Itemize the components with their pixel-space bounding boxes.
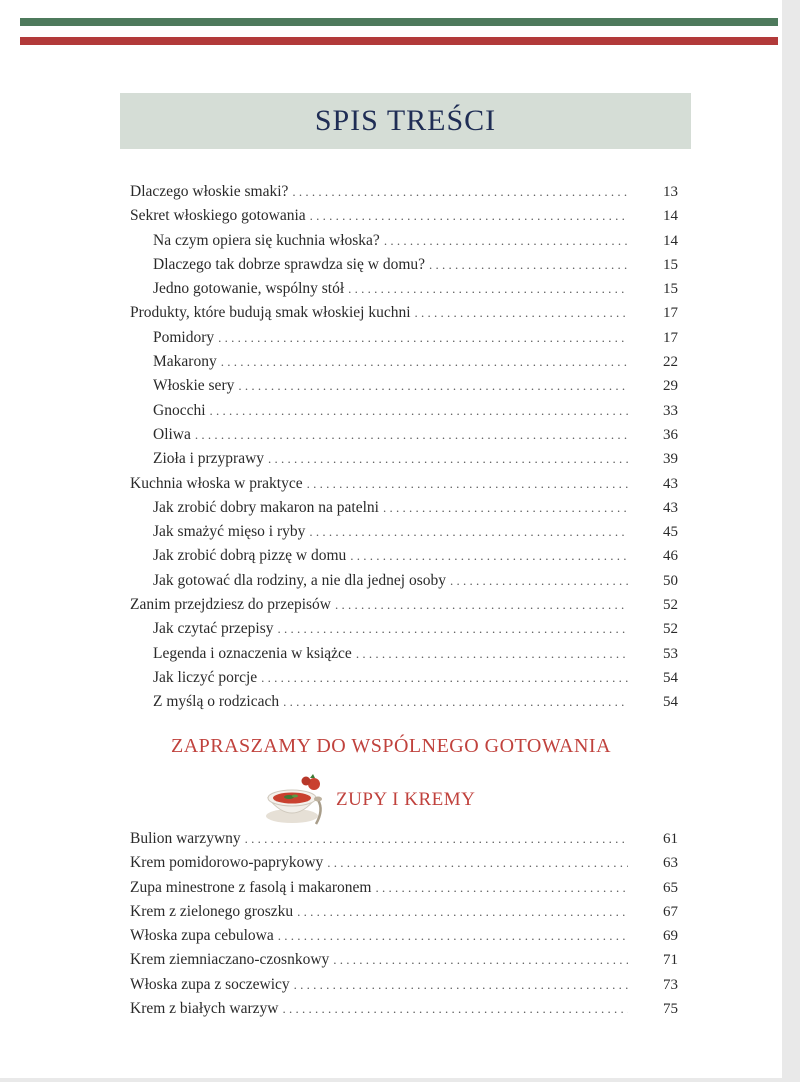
entry-label: Gnocchi <box>153 401 206 419</box>
dot-leader <box>278 617 629 641</box>
dot-leader <box>335 593 628 617</box>
green-stripe <box>20 18 778 26</box>
entry-label: Jak gotować dla rodziny, a nie dla jednej osoby <box>153 571 446 589</box>
entry-label: Krem ziemniaczano-czosnkowy <box>130 951 330 969</box>
dot-leader <box>195 423 628 447</box>
toc-entry[interactable] <box>130 472 678 496</box>
toc-subentry[interactable] <box>130 496 678 520</box>
entry-page-number: 53 <box>663 645 678 662</box>
toc-subentry[interactable] <box>130 520 678 544</box>
entry-page-number: 15 <box>663 256 678 273</box>
dot-leader <box>268 447 628 471</box>
entry-page-number: 63 <box>663 855 678 872</box>
toc-subentry[interactable] <box>130 544 678 568</box>
dot-leader <box>450 569 628 593</box>
entry-page-number: 75 <box>663 1001 678 1018</box>
dot-leader <box>278 924 628 948</box>
toc-subentry[interactable] <box>130 374 678 398</box>
dot-leader <box>327 851 628 875</box>
entry-page-number: 50 <box>663 572 678 589</box>
toc-subentry[interactable] <box>130 447 678 471</box>
entry-label: Krem z zielonego groszku <box>130 902 294 920</box>
entry-page-number: 17 <box>663 329 678 346</box>
toc-subentry[interactable] <box>130 666 678 690</box>
entry-label: Bulion warzywny <box>130 830 241 847</box>
toc-entry[interactable] <box>130 973 678 997</box>
dot-leader <box>297 900 628 924</box>
entry-page-number: 17 <box>663 305 678 322</box>
dot-leader <box>356 642 628 666</box>
toc-subentry[interactable] <box>130 229 678 253</box>
entry-label: Makarony <box>153 353 217 371</box>
toc-subentry[interactable] <box>130 569 678 593</box>
dot-leader <box>245 827 628 851</box>
entry-page-number: 14 <box>663 232 678 249</box>
dot-leader <box>221 350 628 374</box>
entry-label: Włoskie sery <box>153 377 235 395</box>
entry-label: Jedno gotowanie, wspólny stół <box>153 280 345 298</box>
invite-heading: ZAPRASZAMY DO WSPÓLNEGO GOTOWANIA <box>170 735 612 757</box>
dot-leader <box>238 374 628 398</box>
entry-label: Z myślą o rodzicach <box>153 693 280 711</box>
entry-page-number: 29 <box>663 378 678 395</box>
toc-entry[interactable] <box>130 924 678 948</box>
entry-page-number: 54 <box>663 694 678 711</box>
entry-label: Jak czytać przepisy <box>153 620 274 638</box>
dot-leader <box>292 180 628 204</box>
entry-page-number: 15 <box>663 281 678 298</box>
red-stripe <box>20 37 778 45</box>
dot-leader <box>261 666 628 690</box>
dot-leader <box>210 399 628 423</box>
entry-label: Jak smażyć mięso i ryby <box>153 523 306 541</box>
entry-page-number: 52 <box>663 621 678 638</box>
entry-page-number: 36 <box>663 426 678 443</box>
dot-leader <box>282 997 628 1021</box>
entry-page-number: 46 <box>663 548 678 565</box>
dot-leader <box>429 253 628 277</box>
toc-entry[interactable] <box>130 876 678 900</box>
entry-page-number: 67 <box>663 903 678 920</box>
dot-leader <box>283 690 628 714</box>
entry-label: Pomidory <box>153 328 215 346</box>
toc-entry[interactable] <box>130 204 678 228</box>
entry-label: Jak zrobić dobrą pizzę w domu <box>153 547 347 565</box>
entry-label: Sekret włoskiego gotowania <box>130 207 306 225</box>
entry-label: Zioła i przyprawy <box>153 450 265 468</box>
dot-leader <box>310 204 628 228</box>
entry-label: Jak zrobić dobry makaron na patelni <box>153 498 379 516</box>
dot-leader <box>415 301 628 325</box>
toc-entry[interactable] <box>130 180 678 204</box>
entry-label: Zupa minestrone z fasolą i makaronem <box>130 878 372 896</box>
entry-page-number: 52 <box>663 597 678 614</box>
entry-label: Kuchnia włoska w praktyce <box>130 474 303 492</box>
soup-bowl-icon <box>262 770 330 830</box>
entry-page-number: 33 <box>663 402 678 419</box>
toc-subentry[interactable] <box>130 399 678 423</box>
dot-leader <box>350 544 628 568</box>
toc-subentry[interactable] <box>130 423 678 447</box>
entry-label: Produkty, które budują smak włoskiej kuchni <box>130 304 411 322</box>
entry-page-number: 73 <box>663 976 678 993</box>
entry-page-number: 14 <box>663 208 678 225</box>
title-banner <box>120 93 691 149</box>
toc-entry[interactable] <box>130 948 678 972</box>
entry-page-number: 71 <box>663 952 678 969</box>
entry-label: Zanim przejdziesz do przepisów <box>130 596 331 614</box>
toc-entry[interactable] <box>130 301 678 325</box>
entry-label: Włoska zupa z soczewicy <box>130 975 290 993</box>
toc-subentry[interactable] <box>130 326 678 350</box>
dot-leader <box>375 876 628 900</box>
toc-subentry[interactable] <box>130 253 678 277</box>
entry-label: Oliwa <box>153 425 191 443</box>
toc-entry[interactable] <box>130 827 678 851</box>
table-of-contents <box>130 180 678 715</box>
page-title: SPIS TREŚCI <box>314 104 497 137</box>
entry-page-number: 69 <box>663 928 678 945</box>
dot-leader <box>307 472 628 496</box>
section-header <box>262 770 475 830</box>
dot-leader <box>309 520 628 544</box>
entry-label: Dlaczego włoskie smaki? <box>130 183 289 200</box>
entry-page-number: 13 <box>663 184 678 200</box>
toc-subentry[interactable] <box>130 617 678 641</box>
entry-label: Legenda i oznaczenia w książce <box>153 644 352 662</box>
toc-entry[interactable] <box>130 900 678 924</box>
dot-leader <box>218 326 628 350</box>
entry-label: Na czym opiera się kuchnia włoska? <box>153 231 380 249</box>
entry-page-number: 43 <box>663 499 678 516</box>
entry-label: Krem pomidorowo-paprykowy <box>130 854 324 872</box>
toc-entry[interactable] <box>130 593 678 617</box>
entry-label: Krem z białych warzyw <box>130 1000 279 1018</box>
soups-list <box>130 827 678 1021</box>
entry-page-number: 45 <box>663 524 678 541</box>
entry-page-number: 54 <box>663 669 678 686</box>
entry-page-number: 61 <box>663 831 678 847</box>
section-title: ZUPY I KREMY <box>336 789 476 810</box>
entry-label: Jak liczyć porcje <box>153 668 258 686</box>
entry-label: Dlaczego tak dobrze sprawdza się w domu? <box>153 255 425 273</box>
entry-page-number: 39 <box>663 451 678 468</box>
entry-page-number: 65 <box>663 879 678 896</box>
toc-subentry[interactable] <box>130 642 678 666</box>
entry-label: Włoska zupa cebulowa <box>130 927 274 945</box>
dot-leader <box>348 277 628 301</box>
toc-entry[interactable] <box>130 997 678 1021</box>
entry-page-number: 43 <box>663 475 678 492</box>
toc-subentry[interactable] <box>130 277 678 301</box>
dot-leader <box>294 973 628 997</box>
dot-leader <box>384 229 628 253</box>
dot-leader <box>383 496 628 520</box>
toc-subentry[interactable] <box>130 350 678 374</box>
toc-entry[interactable] <box>130 851 678 875</box>
entry-page-number: 22 <box>663 354 678 371</box>
toc-subentry[interactable] <box>130 690 678 714</box>
dot-leader <box>333 948 628 972</box>
